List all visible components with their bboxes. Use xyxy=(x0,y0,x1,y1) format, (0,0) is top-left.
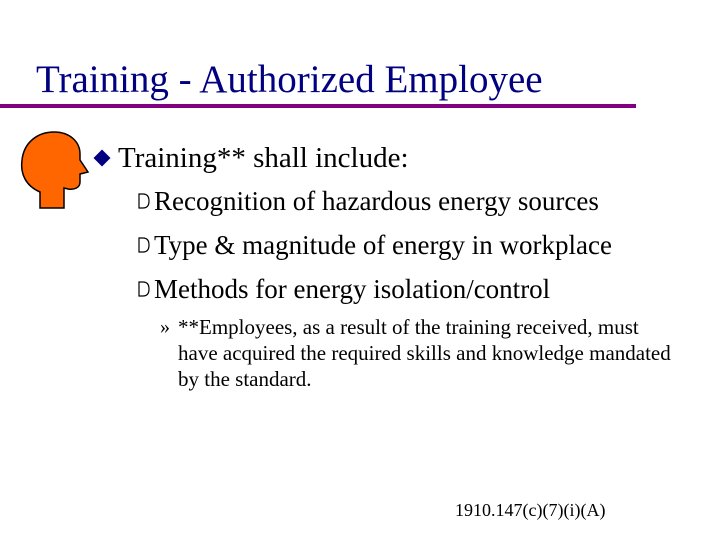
sub-bullet-text: Methods for energy isolation/control xyxy=(154,273,551,304)
hollow-d-bullet-icon xyxy=(138,192,150,210)
hollow-d-bullet-icon xyxy=(138,280,150,298)
main-bullet xyxy=(94,140,409,176)
title-underline xyxy=(0,104,636,108)
slide-title: Training - Authorized Employee xyxy=(36,58,543,101)
raquo-bullet-icon: » xyxy=(160,316,170,338)
regulation-citation: 1910.147(c)(7)(i)(A) xyxy=(455,500,606,520)
sub-bullet xyxy=(138,184,599,218)
sub-bullet xyxy=(138,272,550,306)
sub-bullet-text: Recognition of hazardous energy sources xyxy=(154,185,599,216)
footnote xyxy=(160,314,700,392)
sub-bullet xyxy=(138,228,612,262)
diamond-bullet-icon xyxy=(94,150,111,167)
sub-bullet-text: Type & magnitude of energy in workplace xyxy=(154,229,612,260)
head-profile-icon xyxy=(18,128,90,210)
footnote-text: **Employees, as a result of the training received, must have acquired the required skills and knowledge mandated by the standard. xyxy=(178,315,671,391)
hollow-d-bullet-icon xyxy=(138,236,150,254)
main-bullet-text: Training** shall include: xyxy=(118,141,409,174)
